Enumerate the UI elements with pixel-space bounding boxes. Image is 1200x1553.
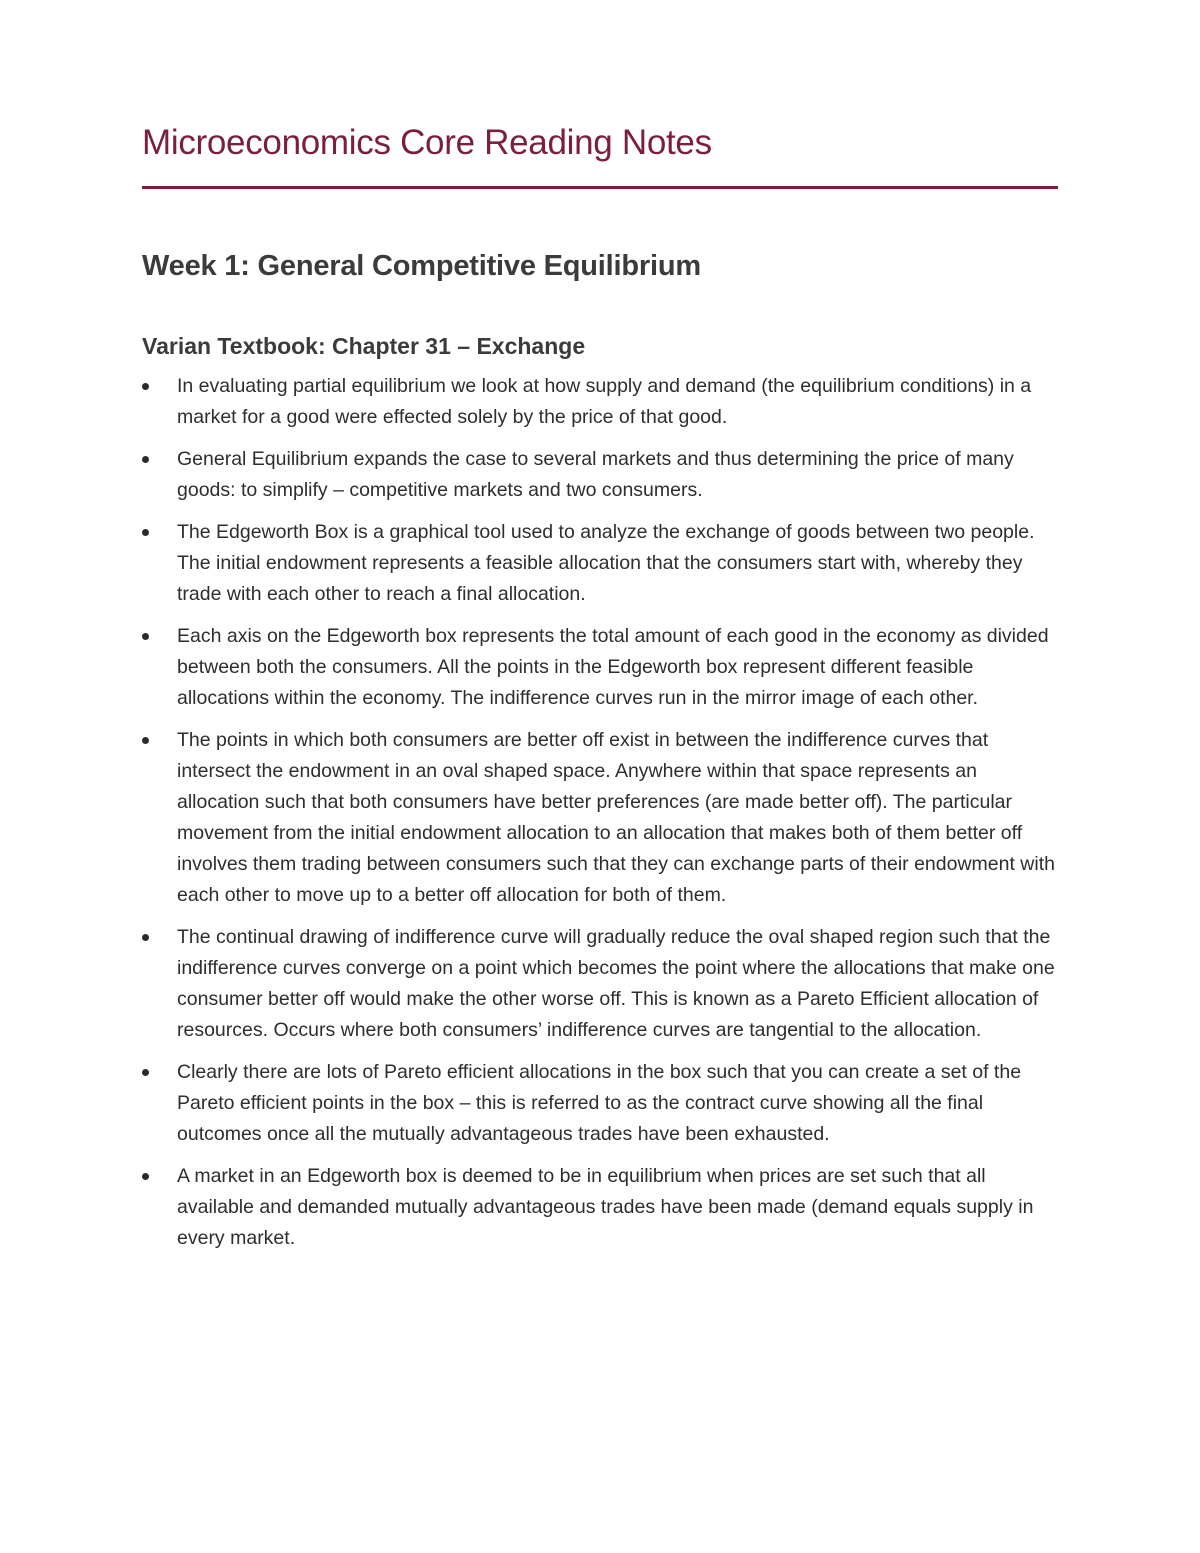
note-text: A market in an Edgeworth box is deemed to be in equilibrium when prices are set such that all available and demanded mutually advantageous trades have been made (demand equals supply in every market.: [177, 1165, 1034, 1249]
bullet-icon: [142, 456, 149, 463]
note-item: [142, 517, 1060, 610]
note-item: [142, 1057, 1060, 1150]
note-item: [142, 1161, 1060, 1254]
note-item: [142, 444, 1060, 506]
document-title: Microeconomics Core Reading Notes: [142, 123, 712, 162]
note-item: [142, 725, 1060, 911]
notes-list: [142, 371, 1060, 1254]
note-text: Clearly there are lots of Pareto efficient allocations in the box such that you can create a set of the Pareto efficient points in the box – this is referred to as the contract curve showing all the final outcomes once all the mutually advantageous trades have been exhausted.: [177, 1061, 1022, 1145]
bullet-icon: [142, 633, 149, 640]
title-divider: [142, 186, 1058, 189]
note-text: The continual drawing of indifference curve will gradually reduce the oval shaped region such that the indifference curves converge on a point which becomes the point where the allocations that make one consumer better off would make the other worse off. This is known as a Pareto Efficient allocation of resources. Occurs where both consumers’ indifference curves are tangential to the allocation.: [177, 926, 1055, 1041]
bullet-icon: [142, 1069, 149, 1076]
week-heading: Week 1: General Competitive Equilibrium: [142, 250, 701, 282]
note-text: General Equilibrium expands the case to several markets and thus determining the price of many goods: to simplify – competitive markets and two consumers.: [177, 448, 1014, 501]
bullet-icon: [142, 934, 149, 941]
bullet-icon: [142, 737, 149, 744]
note-text: In evaluating partial equilibrium we look at how supply and demand (the equilibrium conditions) in a market for a good were effected solely by the price of that good.: [177, 375, 1032, 428]
note-item: [142, 922, 1060, 1046]
bullet-icon: [142, 383, 149, 390]
document-page: [142, 120, 1060, 1265]
note-text: The Edgeworth Box is a graphical tool used to analyze the exchange of goods between two people. The initial endowment represents a feasible allocation that the consumers start with, whereby they trade with each other to reach a final allocation.: [177, 521, 1035, 605]
note-item: [142, 371, 1060, 433]
note-text: The points in which both consumers are better off exist in between the indifference curves that intersect the endowment in an oval shaped space. Anywhere within that space represents an allocation such that both consumers have better preferences (are made better off). The particular movement from the initial endowment allocation to an allocation that makes both of them better off involves them trading between consumers such that they can exchange parts of their endowment with each other to move up to a better off allocation for both of them.: [177, 729, 1055, 906]
bullet-icon: [142, 1173, 149, 1180]
bullet-icon: [142, 529, 149, 536]
note-item: [142, 621, 1060, 714]
note-text: Each axis on the Edgeworth box represents the total amount of each good in the economy as divided between both the consumers. All the points in the Edgeworth box represent different feasible allocations within the economy. The indifference curves run in the mirror image of each other.: [177, 625, 1049, 709]
chapter-heading: Varian Textbook: Chapter 31 – Exchange: [142, 333, 586, 359]
